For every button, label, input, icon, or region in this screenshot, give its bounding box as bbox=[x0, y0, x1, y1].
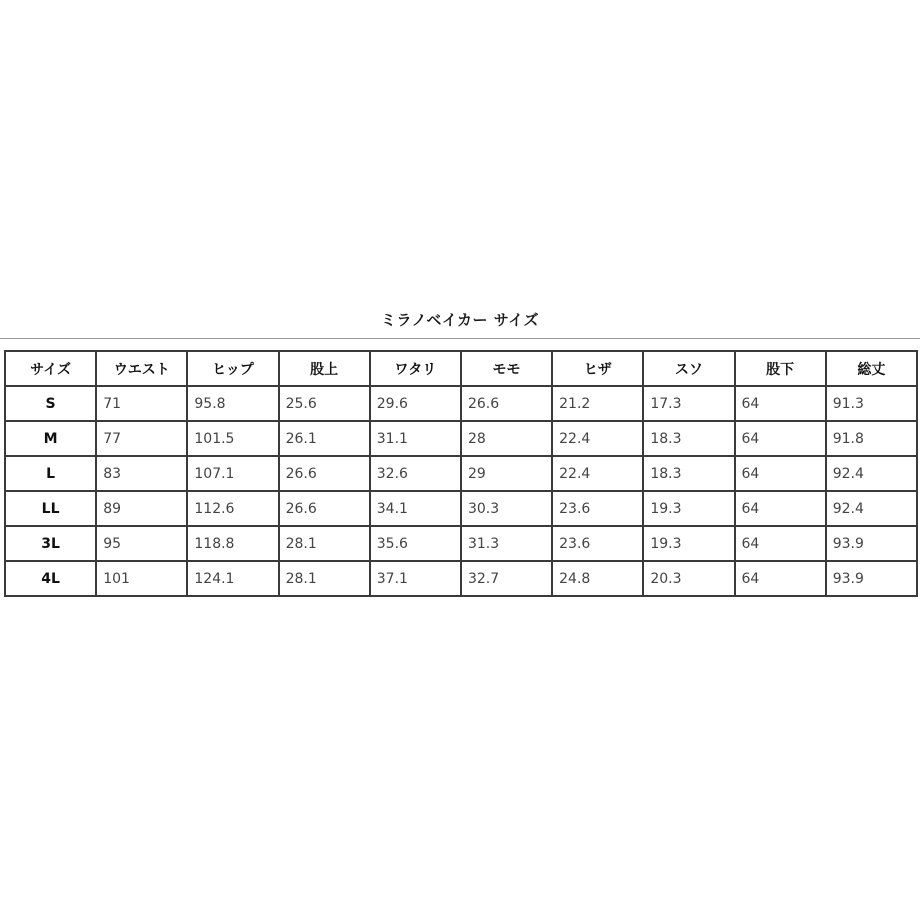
cell-inseam: 64 bbox=[735, 561, 826, 596]
cell-knee: 21.2 bbox=[552, 386, 643, 421]
cell-thigh-width: 34.1 bbox=[370, 491, 461, 526]
table-row bbox=[5, 421, 917, 456]
header-size: サイズ bbox=[5, 351, 96, 386]
header-waist: ウエスト bbox=[96, 351, 187, 386]
cell-thigh: 29 bbox=[461, 456, 552, 491]
cell-hip: 118.8 bbox=[187, 526, 278, 561]
cell-hip: 101.5 bbox=[187, 421, 278, 456]
cell-hem: 19.3 bbox=[643, 526, 734, 561]
cell-rise: 26.6 bbox=[279, 491, 370, 526]
cell-knee: 22.4 bbox=[552, 421, 643, 456]
header-hem: スソ bbox=[643, 351, 734, 386]
cell-waist: 89 bbox=[96, 491, 187, 526]
cell-hem: 20.3 bbox=[643, 561, 734, 596]
cell-inseam: 64 bbox=[735, 491, 826, 526]
cell-rise: 25.6 bbox=[279, 386, 370, 421]
header-thigh-width: ワタリ bbox=[370, 351, 461, 386]
cell-thigh-width: 29.6 bbox=[370, 386, 461, 421]
header-rise: 股上 bbox=[279, 351, 370, 386]
cell-inseam: 64 bbox=[735, 456, 826, 491]
cell-total-length: 91.3 bbox=[826, 386, 917, 421]
cell-knee: 24.8 bbox=[552, 561, 643, 596]
cell-hip: 112.6 bbox=[187, 491, 278, 526]
cell-thigh-width: 37.1 bbox=[370, 561, 461, 596]
cell-hip: 95.8 bbox=[187, 386, 278, 421]
size-table bbox=[4, 350, 918, 597]
size-label: M bbox=[5, 421, 96, 456]
table-row bbox=[5, 526, 917, 561]
cell-total-length: 92.4 bbox=[826, 456, 917, 491]
table-row bbox=[5, 456, 917, 491]
cell-inseam: 64 bbox=[735, 386, 826, 421]
cell-hip: 124.1 bbox=[187, 561, 278, 596]
header-row bbox=[5, 351, 917, 386]
cell-thigh-width: 35.6 bbox=[370, 526, 461, 561]
cell-hem: 18.3 bbox=[643, 421, 734, 456]
cell-rise: 28.1 bbox=[279, 561, 370, 596]
cell-total-length: 92.4 bbox=[826, 491, 917, 526]
size-label: 3L bbox=[5, 526, 96, 561]
cell-waist: 95 bbox=[96, 526, 187, 561]
cell-thigh: 31.3 bbox=[461, 526, 552, 561]
size-label: S bbox=[5, 386, 96, 421]
size-label: 4L bbox=[5, 561, 96, 596]
cell-inseam: 64 bbox=[735, 421, 826, 456]
header-hip: ヒップ bbox=[187, 351, 278, 386]
cell-total-length: 93.9 bbox=[826, 561, 917, 596]
size-label: LL bbox=[5, 491, 96, 526]
cell-knee: 23.6 bbox=[552, 526, 643, 561]
cell-waist: 77 bbox=[96, 421, 187, 456]
cell-waist: 101 bbox=[96, 561, 187, 596]
table-row bbox=[5, 561, 917, 596]
cell-knee: 23.6 bbox=[552, 491, 643, 526]
cell-thigh: 26.6 bbox=[461, 386, 552, 421]
cell-thigh-width: 32.6 bbox=[370, 456, 461, 491]
cell-waist: 71 bbox=[96, 386, 187, 421]
cell-thigh: 30.3 bbox=[461, 491, 552, 526]
cell-thigh: 28 bbox=[461, 421, 552, 456]
header-thigh: モモ bbox=[461, 351, 552, 386]
cell-rise: 28.1 bbox=[279, 526, 370, 561]
cell-inseam: 64 bbox=[735, 526, 826, 561]
table-row bbox=[5, 386, 917, 421]
header-total-length: 総丈 bbox=[826, 351, 917, 386]
cell-thigh: 32.7 bbox=[461, 561, 552, 596]
header-inseam: 股下 bbox=[735, 351, 826, 386]
cell-hem: 17.3 bbox=[643, 386, 734, 421]
cell-total-length: 91.8 bbox=[826, 421, 917, 456]
header-knee: ヒザ bbox=[552, 351, 643, 386]
table-title: ミラノベイカー サイズ bbox=[380, 311, 540, 329]
cell-rise: 26.1 bbox=[279, 421, 370, 456]
cell-hem: 18.3 bbox=[643, 456, 734, 491]
cell-waist: 83 bbox=[96, 456, 187, 491]
cell-rise: 26.6 bbox=[279, 456, 370, 491]
cell-knee: 22.4 bbox=[552, 456, 643, 491]
cell-hem: 19.3 bbox=[643, 491, 734, 526]
table-row bbox=[5, 491, 917, 526]
cell-total-length: 93.9 bbox=[826, 526, 917, 561]
size-label: L bbox=[5, 456, 96, 491]
cell-hip: 107.1 bbox=[187, 456, 278, 491]
cell-thigh-width: 31.1 bbox=[370, 421, 461, 456]
title-divider bbox=[0, 338, 920, 339]
